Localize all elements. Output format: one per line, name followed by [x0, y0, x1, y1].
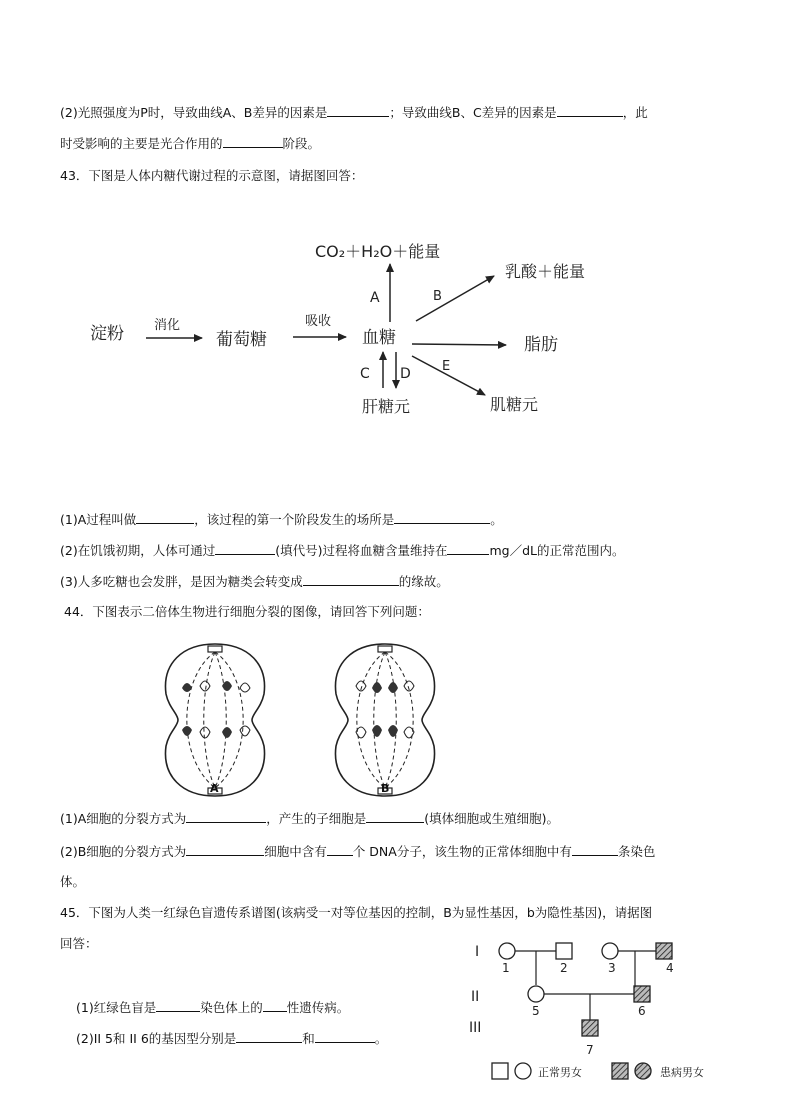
q45-sub-2 — [76, 1030, 387, 1047]
absorb-label: 吸收 — [305, 314, 332, 329]
arrow-fat — [412, 344, 506, 345]
individual-6 — [634, 986, 650, 1002]
number-7: 7 — [586, 1043, 594, 1057]
glucose-node: 葡萄糖 — [216, 330, 267, 350]
pedigree-chart — [460, 935, 760, 1095]
starch-node: 淀粉 — [90, 324, 124, 344]
q45-s2-c: 。 — [374, 1031, 388, 1046]
q44-s2-a: (2)B细胞的分裂方式为 — [60, 844, 187, 859]
individual-7 — [582, 1020, 598, 1036]
q43-s2-a: (2)在饥饿初期，人体可通过 — [60, 543, 216, 558]
cell-division-figure — [150, 636, 450, 804]
generation-ii-label: II — [471, 989, 480, 1005]
individual-5 — [528, 986, 544, 1002]
answer-blank[interactable] — [223, 135, 283, 148]
q45-s2-b: 和 — [302, 1031, 315, 1046]
answer-blank[interactable] — [366, 810, 424, 823]
label-c: C — [360, 366, 370, 382]
q44-stem: 44．下图表示二倍体生物进行细胞分裂的图像，请回答下列问题： — [64, 604, 430, 619]
answer-blank[interactable] — [303, 573, 399, 586]
q44-s1-c: (填体细胞或生殖细胞)。 — [424, 811, 560, 826]
q44-sub-2-cont: 体。 — [60, 874, 86, 889]
cell-a-label: A — [210, 782, 219, 795]
answer-blank[interactable] — [263, 999, 287, 1012]
q43-sub-1 — [60, 511, 503, 528]
digest-label: 消化 — [154, 318, 181, 333]
label-d: D — [400, 366, 411, 382]
answer-blank[interactable] — [136, 511, 194, 524]
q42-text-c: ，此 — [622, 105, 648, 120]
individual-1 — [499, 943, 515, 959]
generation-i-label: I — [475, 944, 480, 960]
blood-sugar-node: 血糖 — [362, 328, 396, 348]
number-1: 1 — [502, 961, 510, 975]
legend-normal-label: 正常男女 — [538, 1066, 582, 1079]
q44-s2-c: 个 DNA分子，该生物的正常体细胞中有 — [352, 844, 572, 859]
answer-blank[interactable] — [327, 104, 389, 117]
number-3: 3 — [608, 961, 616, 975]
q43-sub-2 — [60, 542, 625, 559]
label-a: A — [370, 290, 380, 306]
glucose-metabolism-diagram — [80, 228, 620, 428]
co2-products-node: CO₂＋H₂O＋能量 — [315, 242, 441, 261]
arrow-b — [416, 276, 494, 321]
individual-2 — [556, 943, 572, 959]
legend-affected-label: 患病男女 — [660, 1066, 704, 1079]
answer-blank[interactable] — [156, 999, 200, 1012]
answer-blank[interactable] — [236, 1030, 302, 1043]
label-b: B — [433, 289, 442, 304]
answer-blank[interactable] — [394, 511, 490, 524]
number-2: 2 — [560, 961, 568, 975]
answer-blank[interactable] — [327, 843, 353, 856]
q44-s1-a: (1)A细胞的分裂方式为 — [60, 811, 187, 826]
label-e: E — [442, 359, 451, 374]
number-5: 5 — [532, 1004, 540, 1018]
q42-text-e: 阶段。 — [282, 136, 321, 151]
q42-text-d: 时受影响的主要是光合作用的 — [60, 136, 223, 151]
q43-s2-b: (填代号)过程将血糖含量维持在 — [275, 543, 448, 558]
cell-b-label: B — [381, 782, 390, 795]
q43-s1-a: (1)A过程叫做 — [60, 512, 137, 527]
q43-s3-a: (3)人多吃糖也会发胖，是因为糖类会转变成 — [60, 574, 303, 589]
fat-node: 脂肪 — [524, 335, 558, 355]
q45-stem-2: 回答： — [60, 936, 98, 951]
q43-s3-b: 的缘故。 — [398, 574, 449, 589]
q44-s1-b: ，产生的子细胞是 — [266, 811, 367, 826]
q43-s2-c: mg／dL的正常范围内。 — [489, 543, 625, 558]
answer-blank[interactable] — [557, 104, 623, 117]
q45-sub-1 — [76, 999, 349, 1016]
liver-glycogen-node: 肝糖元 — [362, 397, 411, 416]
cell-a — [165, 644, 264, 796]
q45-s2-a: (2)II 5和 II 6的基因型分别是 — [76, 1031, 237, 1046]
lactic-node: 乳酸＋能量 — [505, 262, 586, 281]
q43-s1-b: ，该过程的第一个阶段发生的场所是 — [194, 512, 395, 527]
q45-s1-c: 性遗传病。 — [286, 1000, 350, 1015]
legend-affected-female — [635, 1063, 651, 1079]
q43-stem: 43．下图是人体内糖代谢过程的示意图，请据图回答： — [60, 168, 364, 183]
q45-stem-1: 45．下图为人类一红绿色盲遗传系谱图(该病受一对等位基因的控制，B为显性基因，b为隐性基因)，请据图 — [60, 905, 653, 920]
legend-normal-female — [515, 1063, 531, 1079]
q45-s1-b: 染色体上的 — [200, 1000, 263, 1015]
q42-line-1 — [60, 104, 648, 121]
answer-blank[interactable] — [572, 843, 618, 856]
number-4: 4 — [666, 961, 674, 975]
answer-blank[interactable] — [186, 843, 264, 856]
q43-s1-c: 。 — [490, 512, 503, 527]
individual-3 — [602, 943, 618, 959]
legend-normal-male — [492, 1063, 508, 1079]
q42-text-a: (2)光照强度为P时，导致曲线A、B差异的因素是 — [60, 105, 328, 120]
answer-blank[interactable] — [215, 542, 275, 555]
generation-iii-label: III — [469, 1020, 482, 1036]
q45-s1-a: (1)红绿色盲是 — [76, 1000, 157, 1015]
q44-sub-1 — [60, 810, 559, 827]
q43-sub-3 — [60, 573, 449, 590]
q44-s2-b: 细胞中含有 — [264, 844, 327, 859]
answer-blank[interactable] — [315, 1030, 375, 1043]
q42-text-b: ；导致曲线B、C差异的因素是 — [389, 105, 557, 120]
q42-line-2 — [60, 135, 320, 152]
muscle-glycogen-node: 肌糖元 — [490, 395, 539, 414]
q44-s2-d: 条染色 — [617, 844, 656, 859]
answer-blank[interactable] — [447, 542, 489, 555]
cell-b — [335, 644, 434, 796]
number-6: 6 — [638, 1004, 646, 1018]
q44-sub-2 — [60, 843, 655, 860]
answer-blank[interactable] — [186, 810, 266, 823]
individual-4 — [656, 943, 672, 959]
legend-affected-male — [612, 1063, 628, 1079]
